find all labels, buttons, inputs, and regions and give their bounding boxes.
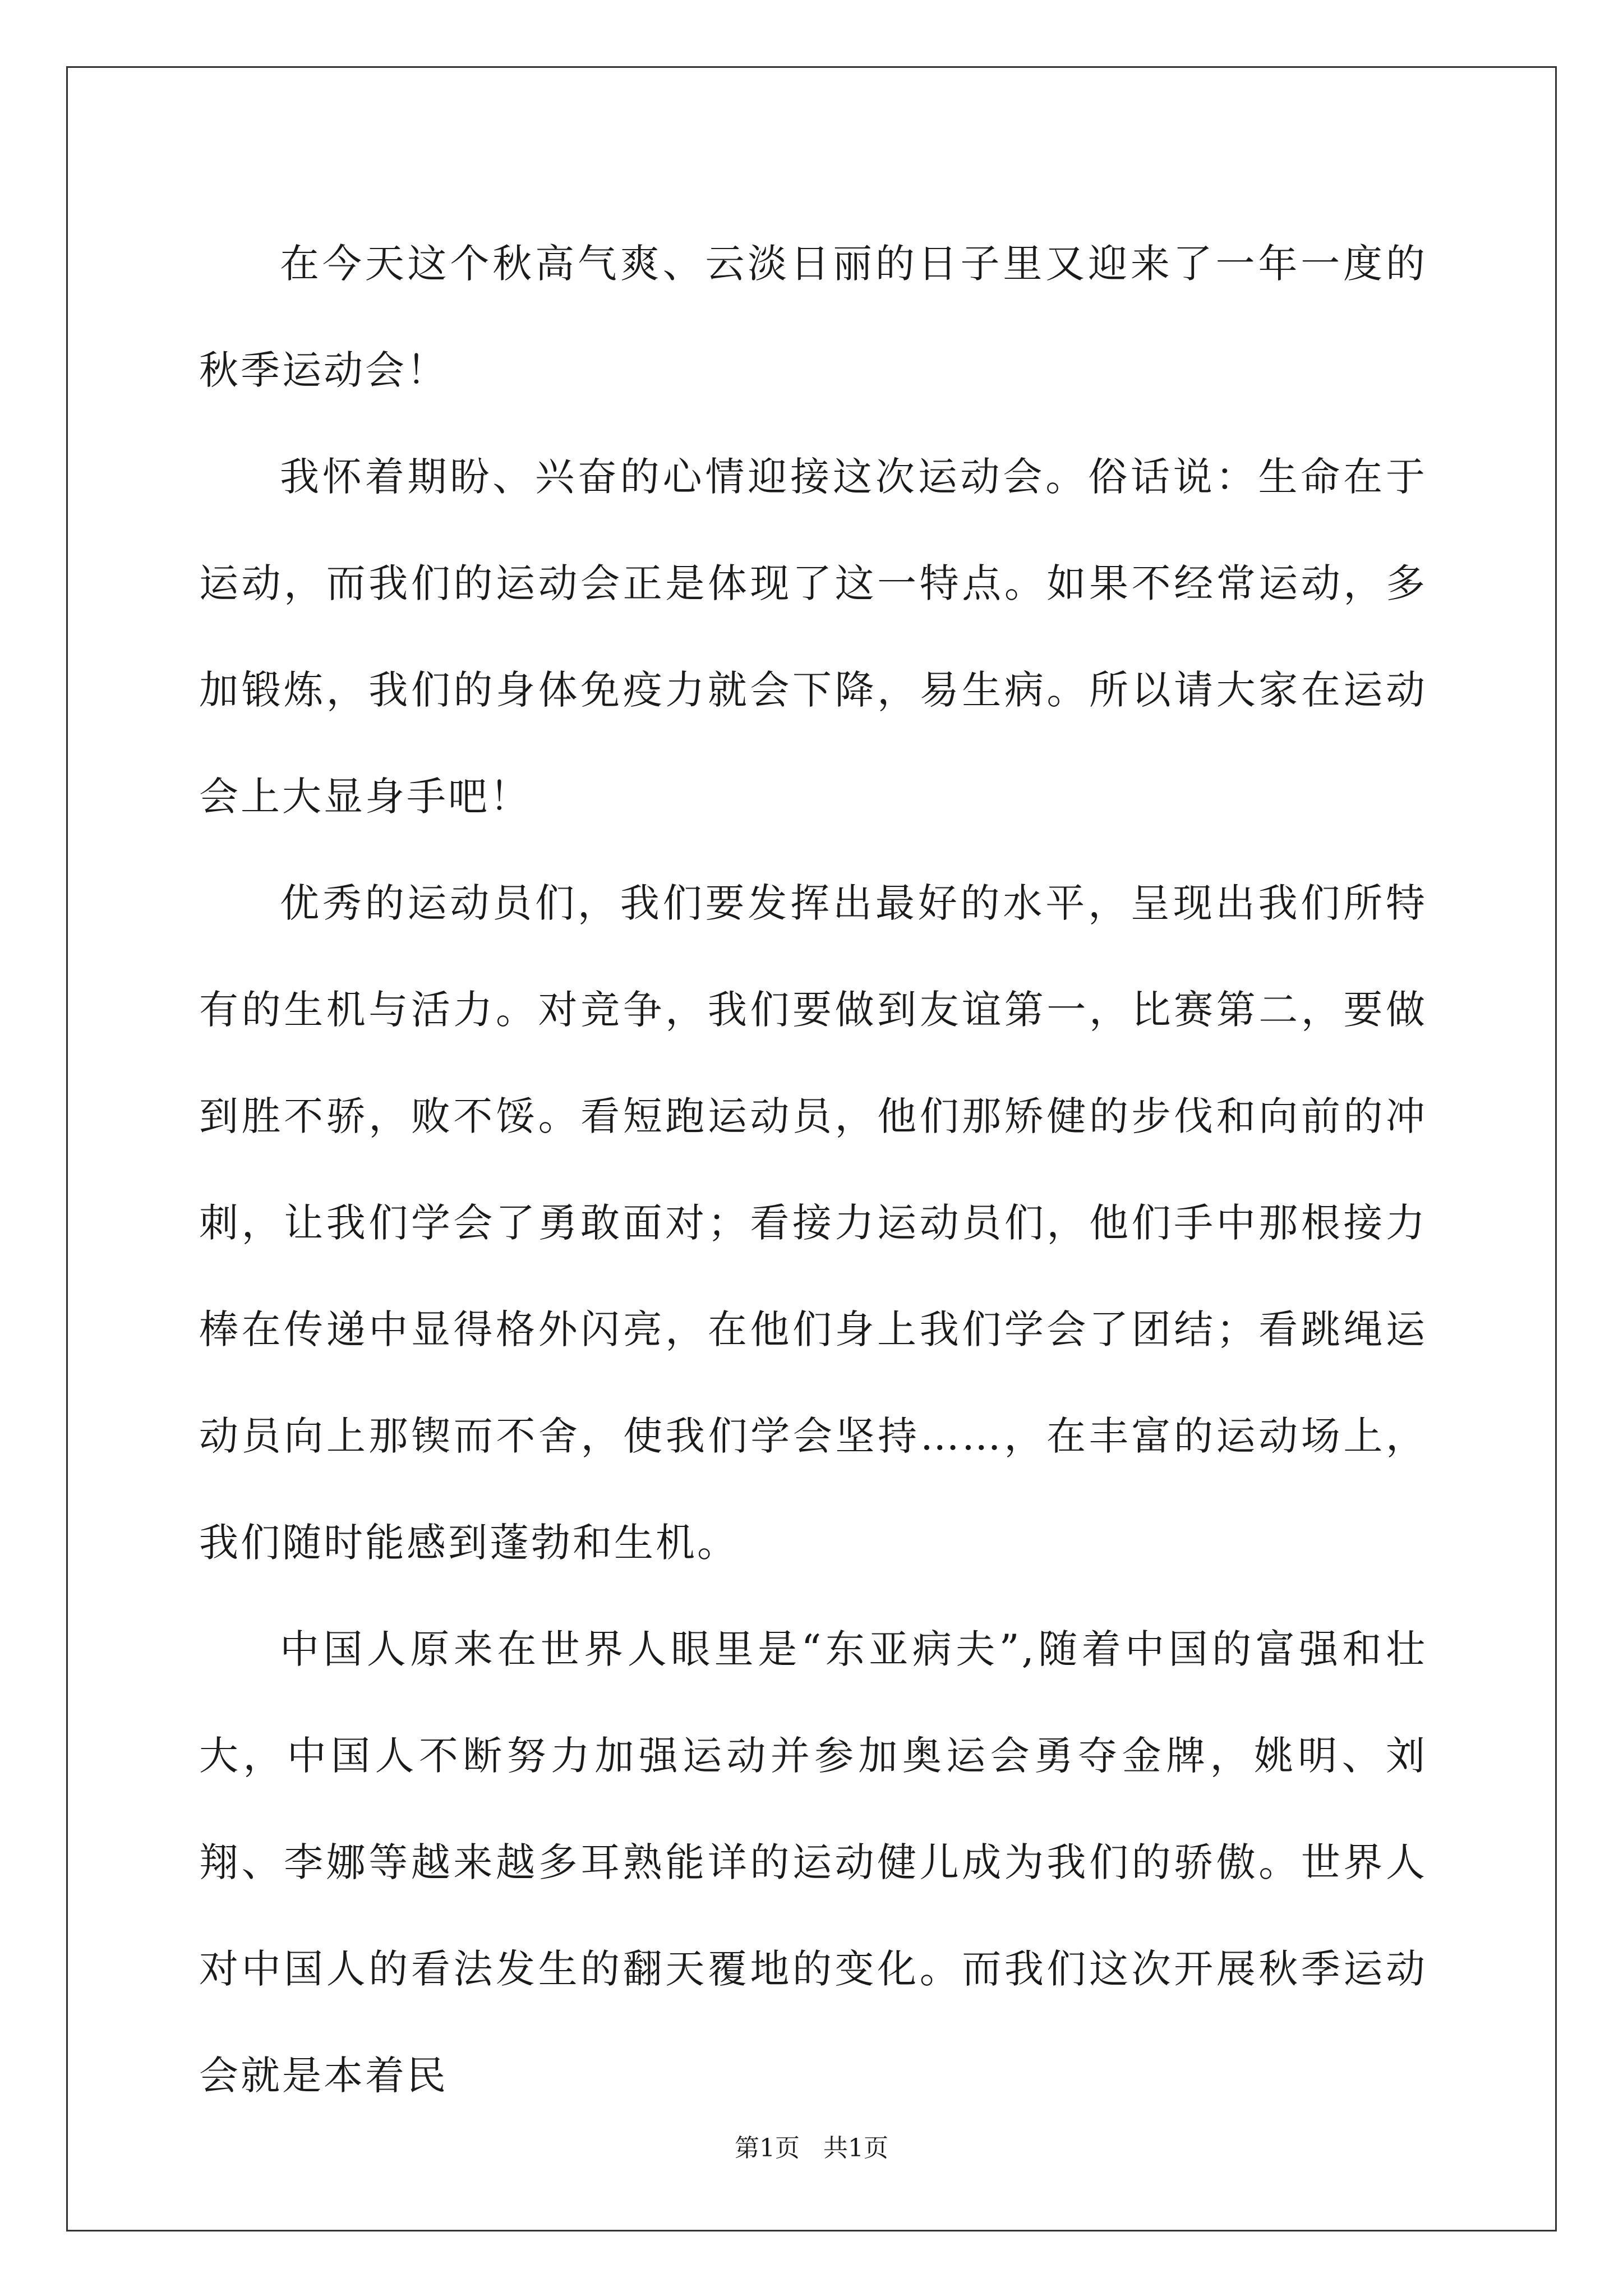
paragraph-2: 我怀着期盼、兴奋的心情迎接这次运动会。俗话说：生命在于运动，而我们的运动会正是体现了这一特点。如果不经常运动，多加锻炼，我们的身体免疫力就会下降，易生病。所以请大家在运动会上大显身手吧！: [199, 454, 1427, 820]
page-total: 共1页: [823, 2134, 888, 2162]
page-number: 第1页: [735, 2134, 800, 2162]
paragraph-1: 在今天这个秋高气爽、云淡日丽的日子里又迎来了一年一度的秋季运动会！: [199, 241, 1427, 393]
document-body: [199, 210, 1427, 2129]
footer-gap: [800, 2134, 823, 2162]
paragraph-3: 优秀的运动员们，我们要发挥出最好的水平，呈现出我们所特有的生机与活力。对竞争，我们要做到友谊第一，比赛第二，要做到胜不骄，败不馁。看短跑运动员，他们那矫健的步伐和向前的冲刺，让我们学会了勇敢面对；看接力运动员们，他们手中那根接力棒在传递中显得格外闪亮，在他们身上我们学会了团结；看跳绳运动员向上那锲而不舍，使我们学会坚持……，在丰富的运动场上，我们随时能感到蓬勃和生机。: [199, 880, 1427, 1566]
page-footer: [0, 2132, 1623, 2165]
paragraph-4: 中国人原来在世界人眼里是“东亚病夫”,随着中国的富强和壮大，中国人不断努力加强运动并参加奥运会勇夺金牌，姚明、刘翔、李娜等越来越多耳熟能详的运动健儿成为我们的骄傲。世界人对中国人的看法发生的翻天覆地的变化。而我们这次开展秋季运动会就是本着民: [199, 1626, 1427, 2099]
